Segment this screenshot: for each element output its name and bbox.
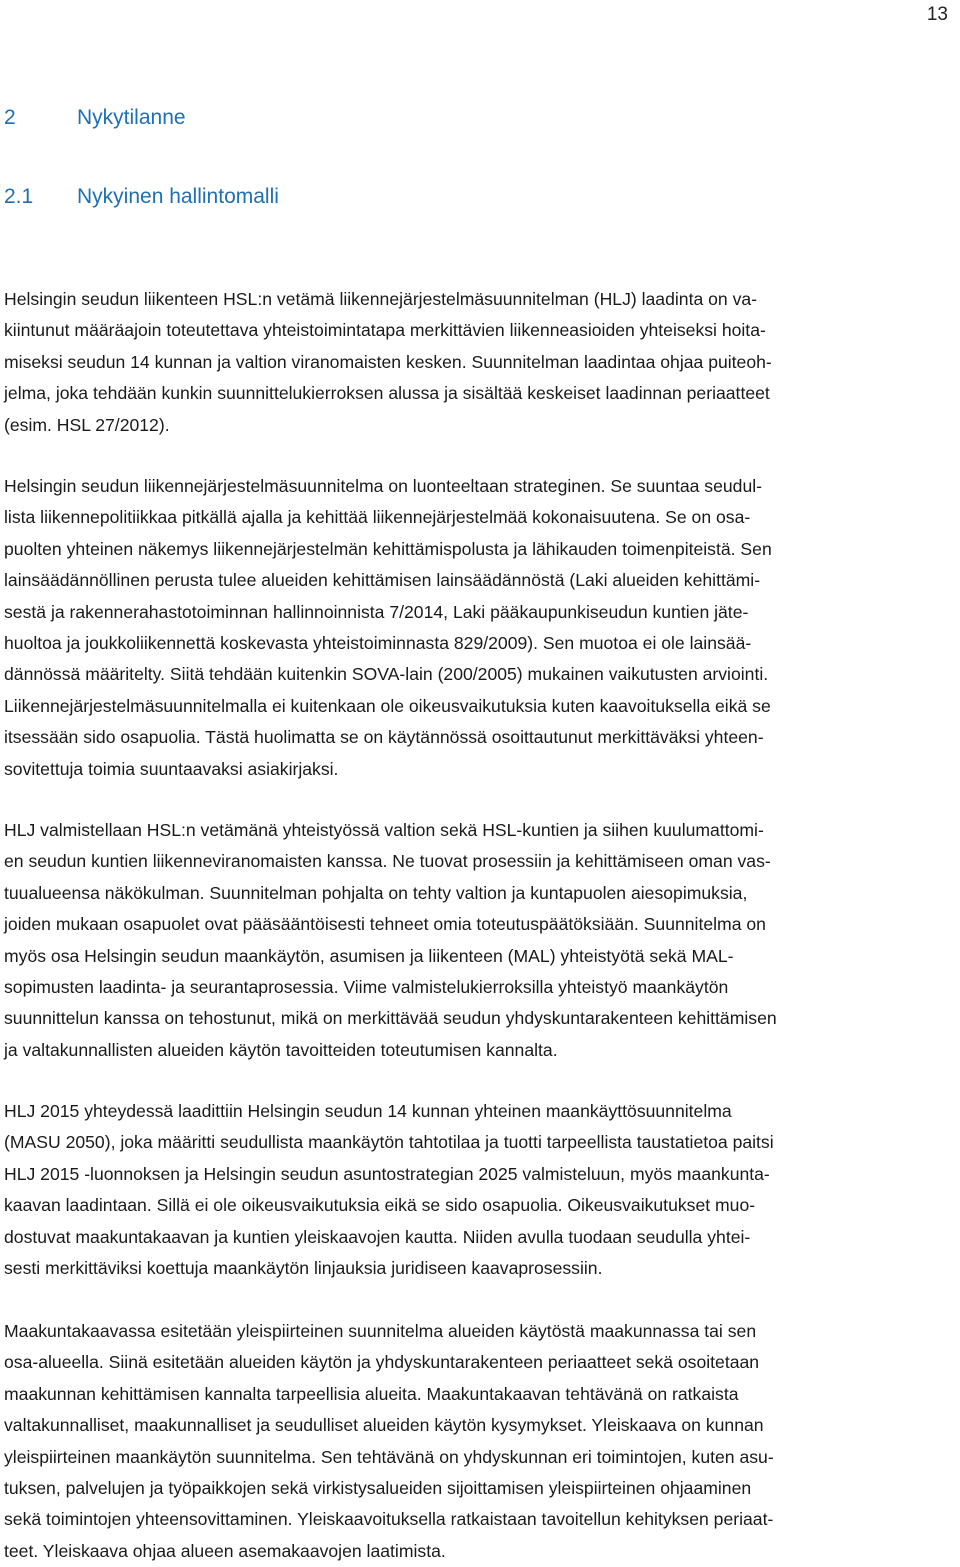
text-line: dännössä määritelty. Siitä tehdään kuitenkin SOVA-lain (200/2005) mukainen vaikutusten arviointi.: [4, 664, 769, 685]
text-line: Maakuntakaavassa esitetään yleispiirteinen suunnitelma alueiden käytöstä maakunnassa tai sen: [4, 1321, 757, 1341]
text-line: myös osa Helsingin seudun maankäytön, asumisen ja liikenteen (MAL) yhteistyötä sekä MAL-: [4, 945, 734, 966]
text-line: joiden mukaan osapuolet ovat pääsääntöisesti tehneet omia toteutuspäätöksiään. Suunnitelma on: [4, 914, 766, 935]
text-line: sekä toimintojen yhteensovittaminen. Yleiskaavoituksella ratkaistaan tavoitellun kehityksen periaat-: [4, 1509, 774, 1530]
text-line: valtakunnalliset, maakunnalliset ja seudulliset alueiden käytön kysymykset. Yleiskaava on kunnan: [4, 1415, 764, 1436]
text-line: HLJ valmistellaan HSL:n vetämänä yhteistyössä valtion sekä HSL-kuntien ja siihen kuulumattomi-: [4, 820, 764, 840]
paragraph-4: [4, 1096, 956, 1284]
text-line: en seudun kuntien liikenneviranomaisten kanssa. Ne tuovat prosessiin ja kehittämiseen oman vas-: [4, 851, 771, 872]
paragraph-3: [4, 815, 956, 1066]
page-number: 13: [926, 4, 948, 25]
text-line: sestä ja rakennerahastotoiminnan hallinnoinnista 7/2014, Laki pääkaupunkiseudun kuntien jäte-: [4, 601, 749, 622]
subsection-heading: [4, 185, 279, 209]
text-line: miseksi seudun 14 kunnan ja valtion viranomaisten kesken. Suunnitelman laadintaa ohjaa puiteoh-: [4, 351, 772, 372]
text-line: kiintunut määräajoin toteutettava yhteistoimintatapa merkittävien liikenneasioiden yhteiseksi hoita-: [4, 320, 766, 341]
text-line: HLJ 2015 -luonnoksen ja Helsingin seudun asuntostrategian 2025 valmisteluun, myös maankunta-: [4, 1163, 770, 1184]
text-line: Helsingin seudun liikenteen HSL:n vetämä liikennejärjestelmäsuunnitelman (HLJ) laadinta on va-: [4, 289, 758, 309]
text-line: Helsingin seudun liikennejärjestelmäsuunnitelma on luonteeltaan strateginen. Se suuntaa seudul-: [4, 476, 763, 496]
text-line: dostuvat maakuntakaavan ja kuntien yleiskaavojen kautta. Niiden avulla tuodaan seudulla yhtei-: [4, 1226, 751, 1247]
text-line: jelma, joka tehdään kunkin suunnittelukierroksen alussa ja sisältää keskeiset laadinnan periaatteet: [4, 383, 770, 404]
section-heading: [4, 106, 186, 130]
paragraph-1: [4, 284, 956, 441]
paragraph-5: [4, 1316, 956, 1567]
text-line: suunnittelun kanssa on tehostunut, mikä on merkittävää seudun yhdyskuntarakenteen kehittämisen: [4, 1008, 777, 1029]
text-line: itsessään sido osapuolia. Tästä huolimatta se on käytännössä osoittautunut merkittäväksi yhteen-: [4, 727, 764, 748]
paragraph-2: [4, 471, 956, 785]
text-line: kaavan laadintaan. Sillä ei ole oikeusvaikutuksia eikä se sido osapuolia. Oikeusvaikutukset muo-: [4, 1195, 756, 1216]
text-line: sopimusten laadinta- ja seurantaprosessia. Viime valmistelukierroksilla yhteistyö maankäytön: [4, 977, 729, 998]
text-line: puolten yhteinen näkemys liikennejärjestelmän kehittämispolusta ja lähikauden toimenpiteistä. Sen: [4, 538, 772, 559]
text-line: ja valtakunnallisten alueiden käytön tavoitteiden toteutumisen kannalta.: [4, 1039, 558, 1060]
text-line: teet. Yleiskaava ohjaa alueen asemakaavojen laatimista.: [4, 1540, 446, 1561]
text-line: yleispiirteinen maankäytön suunnitelma. Sen tehtävänä on yhdyskunnan eri toimintojen, kuten asu-: [4, 1446, 774, 1467]
text-line: HLJ 2015 yhteydessä laadittiin Helsingin seudun 14 kunnan yhteinen maankäyttösuunnitelma: [4, 1101, 732, 1121]
text-line: (MASU 2050), joka määritti seudullista maankäytön tahtotilaa ja tuotti tarpeellista taustatietoa paitsi: [4, 1132, 774, 1153]
text-line: tuualueensa näkökulman. Suunnitelman pohjalta on tehty valtion ja kuntapuolen aiesopimuksia,: [4, 882, 748, 903]
subsection-number: 2.1: [4, 185, 34, 208]
section-title: Nykytilanne: [77, 106, 186, 129]
text-line: osa-alueella. Siinä esitetään alueiden käytön ja yhdyskuntarakenteen periaatteet sekä osoitetaan: [4, 1352, 760, 1373]
text-line: (esim. HSL 27/2012).: [4, 414, 170, 435]
text-line: sesti merkittäviksi koettuja maankäytön linjauksia juridiseen kaavaprosessiin.: [4, 1258, 603, 1279]
text-line: huoltoa ja joukkoliikennettä koskevasta yhteistoiminnasta 829/2009). Sen muotoa ei ole lainsää-: [4, 633, 752, 654]
text-line: lista liikennepolitiikkaa pitkällä ajalla ja kehittää liikennejärjestelmää kokonaisuutena. Se on osa-: [4, 507, 751, 528]
text-line: sovitettuja toimia suuntaavaksi asiakirjaksi.: [4, 758, 339, 779]
text-line: Liikennejärjestelmäsuunnitelmalla ei kuitenkaan ole oikeusvaikutuksia kuten kaavoituksella eikä se: [4, 695, 771, 716]
subsection-title: Nykyinen hallintomalli: [77, 185, 279, 208]
text-line: maakunnan kehittämisen kannalta tarpeellisia alueita. Maakuntakaavan tehtävänä on ratkaista: [4, 1383, 739, 1404]
text-line: tuksen, palvelujen ja työpaikkojen sekä virkistysalueiden sijoittamisen yleispiirteinen ohjaaminen: [4, 1478, 752, 1499]
section-number: 2: [4, 106, 16, 129]
text-line: lainsäädännöllinen perusta tulee alueiden kehittämisen lainsäädännöstä (Laki alueiden kehittämi-: [4, 570, 761, 591]
